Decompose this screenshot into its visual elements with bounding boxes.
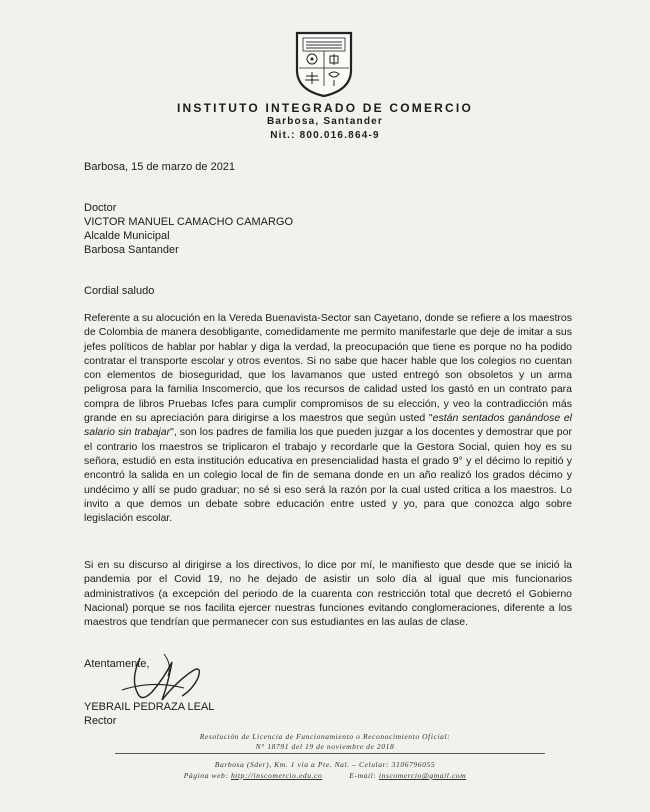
body-paragraph-2: Si en su discurso al dirigirse a los directivos, lo dice por mí, le manifiesto que desde que se inició la pandemia por el Covid 19, no he dejado de asistir un solo día al igual que mis funcionarios administrativos (a excepción del periodo de la cuarenta con restricción total que decretó el Gobierno Nacional) porque se nos facilita ejercer nuestras funciones evitando conglomeraciones, diferente a los maestros que tendrían que permanecer con sus estudiantes en las aulas de clase. [84, 559, 572, 629]
footer-web-label: Página web: [183, 771, 229, 780]
footer-divider [115, 753, 545, 754]
footer-email-link[interactable]: inscomercio@gmail.com [378, 771, 467, 780]
footer-contact [0, 771, 650, 780]
footer-email-label: E-mail: [349, 771, 377, 780]
body-paragraph-1-part-b: ", son los padres de familia los que pueden juzgar a los docentes y demostrar que por el contrario los maestros se triplicaron el trabajo y recordarle que la Gestora Social, quien hoy es su señora, estudió en esta institución educativa en presencialidad hasta el grado 9° y el décimo lo repitió y encontró la salida en un colegio local de fin de semana donde en un año realizó los grados décimo y undécimo y allí se pudo graduar; no sé si eso será la razón por la cual usted critica a los maestros. Lo invito a que demos un debate sobre educación entre usted y yo, para que conozca algo sobre legislación escolar. [84, 426, 572, 525]
closing-farewell: Atentamente, [84, 658, 150, 670]
recipient-name: VICTOR MANUEL CAMACHO CAMARGO [84, 216, 294, 228]
recipient-place: Barbosa Santander [84, 244, 179, 256]
footer-web-link[interactable]: http://inscomercio.edu.co [230, 771, 323, 780]
date-line: Barbosa, 15 de marzo de 2021 [84, 161, 236, 173]
signer-position: Rector [84, 715, 117, 727]
body-paragraph-1 [84, 311, 572, 525]
body-paragraph-1-part-a: Referente a su alocución en la Vereda Buenavista-Sector san Cayetano, donde se refiere a los maestros de Colombia de manera desobligante, comedidamente me permito manifestarle que deje de imitar a sus jefes políticos de hablar por hablar y diga la verdad, la preocupación que tiene es porque no ha podido contratar el transporte escolar y otros eventos. Si no sabe que hacer hable que los colegios no cuentan con elementos de bioseguridad, que los lavamanos que usted entregó son obsoletos y un arma peligrosa para la familia Inscomercio, que los recursos de calidad usted los gastó en un contrato para compra de libros Pruebas Icfes para cumplir compromisos de su elección, y veo la contradicción más grande en su apreciación para dirigirse a los maestros que según usted " [84, 312, 572, 425]
institution-name: INSTITUTO INTEGRADO DE COMERCIO [177, 101, 473, 115]
recipient-role: Alcalde Municipal [84, 230, 170, 242]
signer-name: YEBRAIL PEDRAZA LEAL [84, 701, 215, 713]
footer-resolution-line-2: N° 18791 del 19 de noviembre de 2018 [255, 742, 395, 751]
institution-nit: Nit.: 800.016.864-9 [270, 130, 380, 141]
footer-address: Barbosa (Sder), Km. 1 vía a Pte. Nal. – Celular: 3106796055 [214, 760, 436, 769]
footer-resolution-line-1: Resolución de Licencia de Funcionamiento o Reconocimiento Oficial: [199, 732, 451, 741]
institution-city: Barbosa, Santander [266, 116, 384, 127]
quoted-phrase: están sentados ganándose el salario sin trabajar [84, 412, 572, 439]
institution-crest-logo [293, 30, 355, 98]
recipient-title: Doctor [84, 202, 117, 214]
greeting: Cordial saludo [84, 285, 155, 297]
